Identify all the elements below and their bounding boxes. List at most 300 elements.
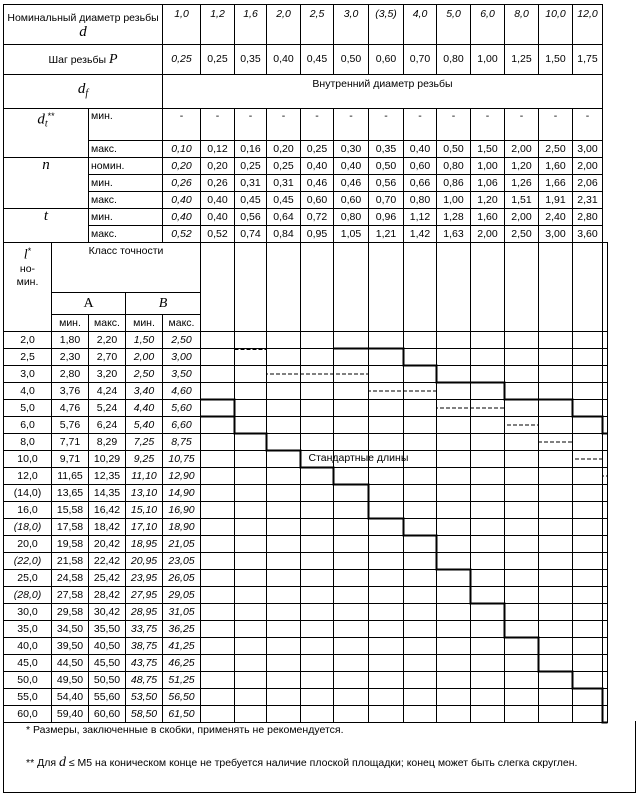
length-grid-cell: [573, 689, 603, 706]
length-grid-cell: [539, 485, 573, 502]
nom-line2: мин.: [16, 275, 39, 288]
t-max-cell: 3,00: [539, 226, 573, 243]
footnotes: [3, 721, 636, 793]
length-grid-cell: [201, 434, 235, 451]
length-grid-cell: [404, 349, 437, 366]
length-a-min-cell: 4,76: [52, 400, 89, 417]
l-symbol: l: [23, 247, 28, 263]
length-grid-cell: [573, 468, 603, 485]
length-header: [4, 243, 52, 332]
length-a-max-cell: 18,42: [89, 519, 126, 536]
dt-max-cell: 0,20: [267, 141, 301, 158]
length-grid-cell: [334, 366, 369, 383]
length-grid-cell: [573, 332, 603, 349]
n-header: [4, 158, 89, 209]
length-b-min-cell: 2,50: [126, 366, 163, 383]
length-grid-cell: [267, 638, 301, 655]
length-b-max-cell: 5,60: [163, 400, 201, 417]
length-grid-cell: [369, 587, 404, 604]
diameter-cell: (3,5): [369, 5, 404, 45]
length-grid-cell: [369, 536, 404, 553]
length-b-min-cell: 20,95: [126, 553, 163, 570]
length-grid-cell: [301, 366, 334, 383]
length-grid-cell: [301, 400, 334, 417]
length-grid-cell: [235, 570, 267, 587]
length-grid-cell: [471, 502, 505, 519]
length-grid-cell: [603, 672, 608, 689]
length-grid-cell: [471, 655, 505, 672]
length-b-min-cell: 48,75: [126, 672, 163, 689]
t-max-cell: 1,21: [369, 226, 404, 243]
length-b-max-cell: 12,90: [163, 468, 201, 485]
length-row: [4, 502, 608, 519]
length-b-min-cell: 17,10: [126, 519, 163, 536]
diameter-cell: 2,0: [267, 5, 301, 45]
length-grid-cell: [301, 332, 334, 349]
length-b-max-cell: 36,25: [163, 621, 201, 638]
length-grid-cell: [301, 689, 334, 706]
length-grid-cell: [267, 485, 301, 502]
length-a-min-cell: 7,71: [52, 434, 89, 451]
pitch-cell: 0,80: [437, 45, 471, 75]
length-b-min-cell: 23,95: [126, 570, 163, 587]
length-row: [4, 553, 608, 570]
length-grid-cell: [201, 706, 235, 723]
length-nom-cell: 2,0: [4, 332, 52, 349]
pitch-cell: 0,50: [334, 45, 369, 75]
length-grid-cell: [573, 383, 603, 400]
length-grid-cell: [369, 621, 404, 638]
length-grid-cell: [301, 417, 334, 434]
length-grid-cell: [539, 672, 573, 689]
length-a-max-cell: 25,42: [89, 570, 126, 587]
pitch-cell: 0,60: [369, 45, 404, 75]
length-a-max-cell: 5,24: [89, 400, 126, 417]
length-grid-cell: [539, 434, 573, 451]
length-grid-cell: [471, 689, 505, 706]
length-a-max-cell: 10,29: [89, 451, 126, 468]
length-grid-cell: [603, 689, 608, 706]
pitch-cell: 1,25: [505, 45, 539, 75]
dt-min-cell: -: [201, 109, 235, 141]
length-grid-cell: [603, 587, 608, 604]
length-grid-cell: [437, 332, 471, 349]
length-row: [4, 468, 608, 485]
length-grid-cell: [471, 604, 505, 621]
d-symbol: d: [79, 23, 87, 40]
dt-max-cell: 0,50: [437, 141, 471, 158]
length-grid-cell: [404, 502, 437, 519]
length-b-min-cell: 38,75: [126, 638, 163, 655]
length-a-min-cell: 29,58: [52, 604, 89, 621]
length-grid-cell: [471, 553, 505, 570]
length-grid-cell: [471, 672, 505, 689]
length-grid-cell: [437, 383, 471, 400]
length-grid-cell: [505, 468, 539, 485]
length-grid-cell: [437, 638, 471, 655]
length-b-min-cell: 13,10: [126, 485, 163, 502]
length-grid-cell: [603, 604, 608, 621]
length-grid-cell: [404, 689, 437, 706]
length-b-min-cell: 9,25: [126, 451, 163, 468]
pitch-cell: 0,25: [163, 45, 201, 75]
length-b-max-cell: 3,00: [163, 349, 201, 366]
n-max-cell: 2,31: [573, 192, 603, 209]
pitch-cell: 1,75: [573, 45, 603, 75]
df-subscript: f: [85, 88, 89, 100]
length-a-min-cell: 1,80: [52, 332, 89, 349]
length-grid-cell: [573, 536, 603, 553]
length-row: [4, 672, 608, 689]
grid-header-cell: [334, 243, 369, 332]
length-grid-cell: [505, 383, 539, 400]
length-grid-cell: [573, 434, 603, 451]
n-max-cell: 0,45: [235, 192, 267, 209]
length-b-max-cell: 16,90: [163, 502, 201, 519]
length-grid-cell: [267, 349, 301, 366]
length-grid-cell: [334, 587, 369, 604]
t-symbol: t: [43, 208, 49, 224]
length-grid-cell: [437, 655, 471, 672]
length-grid-cell: [404, 383, 437, 400]
length-grid-cell: [267, 672, 301, 689]
length-a-min-cell: 54,40: [52, 689, 89, 706]
length-a-min-cell: 21,58: [52, 553, 89, 570]
diameter-cell: 8,0: [505, 5, 539, 45]
t-min-cell: 1,12: [404, 209, 437, 226]
length-grid-cell: [301, 349, 334, 366]
length-grid-cell: [404, 570, 437, 587]
length-grid-cell: [573, 502, 603, 519]
length-grid-cell: [235, 349, 267, 366]
length-grid-cell: [471, 638, 505, 655]
length-grid-cell: [603, 468, 608, 485]
length-grid-cell: [334, 638, 369, 655]
n-max-cell: 0,40: [163, 192, 201, 209]
length-grid-cell: [235, 451, 267, 468]
length-grid-cell: [334, 570, 369, 587]
length-a-min-cell: 17,58: [52, 519, 89, 536]
class-a-symbol: A: [83, 295, 94, 311]
length-row: [4, 638, 608, 655]
length-grid-cell: [505, 485, 539, 502]
length-grid-cell: [201, 638, 235, 655]
length-grid-cell: [201, 502, 235, 519]
n-symbol: n: [42, 157, 50, 173]
length-grid-cell: [573, 349, 603, 366]
length-grid-cell: [201, 332, 235, 349]
length-grid-cell: [369, 570, 404, 587]
t-min-cell: 2,00: [505, 209, 539, 226]
length-grid-cell: [539, 570, 573, 587]
length-grid-cell: [267, 519, 301, 536]
t-min-cell: 0,56: [235, 209, 267, 226]
n-min-cell: 2,06: [573, 175, 603, 192]
n-nom-cell: 0,60: [404, 158, 437, 175]
length-grid-cell: [369, 468, 404, 485]
length-grid-cell: [301, 655, 334, 672]
length-grid-cell: [505, 400, 539, 417]
length-a-min-cell: 49,50: [52, 672, 89, 689]
grid-header-cell: [573, 243, 603, 332]
grid-header-cell: [301, 243, 334, 332]
length-grid-cell: [235, 604, 267, 621]
length-a-min-cell: 9,71: [52, 451, 89, 468]
length-grid-cell: [301, 434, 334, 451]
length-grid-cell: [235, 434, 267, 451]
length-grid-cell: [404, 553, 437, 570]
length-grid-cell: [573, 519, 603, 536]
length-grid-cell: [603, 502, 608, 519]
length-row: [4, 366, 608, 383]
grid-header-cell: [201, 243, 235, 332]
a-min-label: мин.: [52, 315, 89, 332]
length-grid-cell: [437, 485, 471, 502]
length-grid-cell: [471, 434, 505, 451]
length-b-min-cell: 28,95: [126, 604, 163, 621]
nom-line1: но-: [19, 262, 36, 275]
length-grid-cell: [334, 468, 369, 485]
length-a-max-cell: 30,42: [89, 604, 126, 621]
length-grid-cell: [437, 689, 471, 706]
n-nom-cell: 0,25: [267, 158, 301, 175]
length-grid-cell: [539, 689, 573, 706]
length-grid-cell: [505, 638, 539, 655]
length-row: [4, 536, 608, 553]
grid-header-cell: [505, 243, 539, 332]
length-nom-cell: 4,0: [4, 383, 52, 400]
n-max-cell: 1,20: [471, 192, 505, 209]
length-grid-cell: [334, 689, 369, 706]
length-grid-cell: [471, 383, 505, 400]
length-grid-cell: [505, 417, 539, 434]
df-header: [4, 75, 163, 109]
length-grid-cell: [603, 417, 608, 434]
length-grid-cell: [573, 587, 603, 604]
dt-min-cell: -: [163, 109, 201, 141]
length-b-min-cell: 53,50: [126, 689, 163, 706]
footnote-2-d-symbol: d: [58, 755, 66, 770]
length-grid-cell: [603, 485, 608, 502]
n-nom-cell: 0,40: [334, 158, 369, 175]
length-grid-cell: [235, 638, 267, 655]
t-min-cell: 2,40: [539, 209, 573, 226]
length-nom-cell: 60,0: [4, 706, 52, 723]
length-grid-cell: [369, 655, 404, 672]
grid-header-cell: [471, 243, 505, 332]
length-nom-cell: 3,0: [4, 366, 52, 383]
length-grid-cell: [404, 706, 437, 723]
length-grid-cell: [369, 434, 404, 451]
length-grid-cell: [505, 604, 539, 621]
length-b-min-cell: 5,40: [126, 417, 163, 434]
diameter-cell: 1,2: [201, 5, 235, 45]
length-grid-cell: [369, 400, 404, 417]
length-grid-cell: [334, 604, 369, 621]
length-grid-cell: [437, 417, 471, 434]
n-nom-cell: 2,00: [573, 158, 603, 175]
length-b-max-cell: 10,75: [163, 451, 201, 468]
n-min-cell: 0,31: [235, 175, 267, 192]
length-grid-cell: [471, 621, 505, 638]
pitch-header: [4, 45, 163, 75]
length-grid-cell: [201, 587, 235, 604]
grid-header-cell: [267, 243, 301, 332]
length-grid-cell: [201, 604, 235, 621]
length-grid-cell: [201, 689, 235, 706]
t-min-cell: 0,64: [267, 209, 301, 226]
length-grid-cell: [369, 366, 404, 383]
length-grid-cell: [603, 383, 608, 400]
length-grid-cell: [603, 366, 608, 383]
length-a-max-cell: 40,50: [89, 638, 126, 655]
length-grid-cell: [267, 587, 301, 604]
length-grid-cell: [539, 451, 573, 468]
length-grid-cell: [603, 332, 608, 349]
length-grid-cell: [404, 485, 437, 502]
dt-max-cell: 2,50: [539, 141, 573, 158]
length-grid-cell: [471, 519, 505, 536]
length-a-min-cell: 39,50: [52, 638, 89, 655]
diameter-cell: 4,0: [404, 5, 437, 45]
t-max-cell: 0,74: [235, 226, 267, 243]
t-min-cell: 0,40: [163, 209, 201, 226]
length-grid-cell: [369, 553, 404, 570]
length-grid-cell: [301, 706, 334, 723]
length-a-max-cell: 20,42: [89, 536, 126, 553]
length-grid-cell: [301, 604, 334, 621]
length-grid-cell: [301, 383, 334, 400]
length-grid-cell: [573, 400, 603, 417]
length-a-min-cell: 13,65: [52, 485, 89, 502]
length-row: [4, 349, 608, 366]
length-grid-cell: [334, 485, 369, 502]
nominal-diameter-label: Номинальный диаметр резьбы: [7, 11, 159, 24]
length-grid-cell: [235, 536, 267, 553]
length-grid-cell: [404, 604, 437, 621]
length-row: [4, 383, 608, 400]
diameter-cell: 1,6: [235, 5, 267, 45]
dt-min-cell: -: [301, 109, 334, 141]
length-grid-cell: [301, 621, 334, 638]
t-max-cell: 0,52: [163, 226, 201, 243]
length-grid-cell: [505, 451, 539, 468]
length-grid-cell: [437, 519, 471, 536]
grid-header-cell: [404, 243, 437, 332]
length-grid-cell: [573, 706, 603, 723]
length-grid-cell: [471, 451, 505, 468]
length-a-min-cell: 24,58: [52, 570, 89, 587]
n-nom-cell: 0,25: [235, 158, 267, 175]
dt-min-cell: -: [437, 109, 471, 141]
length-b-max-cell: 8,75: [163, 434, 201, 451]
length-a-max-cell: 12,35: [89, 468, 126, 485]
length-grid-cell: [505, 349, 539, 366]
diameter-cell: 2,5: [301, 5, 334, 45]
length-grid-cell: [437, 570, 471, 587]
length-grid-cell: [235, 502, 267, 519]
length-a-max-cell: 2,70: [89, 349, 126, 366]
length-grid-cell: [573, 672, 603, 689]
length-grid-cell: [201, 621, 235, 638]
t-min-label: мин.: [89, 209, 163, 226]
grid-header-cell: [235, 243, 267, 332]
length-row: [4, 689, 608, 706]
pitch-cell: 1,00: [471, 45, 505, 75]
length-grid-cell: [267, 706, 301, 723]
length-row: [4, 604, 608, 621]
dt-max-cell: 0,10: [163, 141, 201, 158]
length-b-max-cell: 21,05: [163, 536, 201, 553]
n-min-cell: 0,86: [437, 175, 471, 192]
length-grid-cell: [437, 366, 471, 383]
length-row: [4, 417, 608, 434]
length-row: [4, 332, 608, 349]
length-a-min-cell: 2,80: [52, 366, 89, 383]
length-grid-cell: [471, 349, 505, 366]
length-grid-cell: [267, 604, 301, 621]
n-nom-cell: 1,20: [505, 158, 539, 175]
length-row: [4, 587, 608, 604]
length-b-max-cell: 41,25: [163, 638, 201, 655]
length-row: [4, 706, 608, 723]
n-min-cell: 0,46: [334, 175, 369, 192]
t-min-cell: 0,72: [301, 209, 334, 226]
dt-max-cell: 2,00: [505, 141, 539, 158]
length-grid-cell: [505, 689, 539, 706]
dt-subscript: t: [44, 118, 48, 130]
length-a-min-cell: 15,58: [52, 502, 89, 519]
length-b-max-cell: 31,05: [163, 604, 201, 621]
dt-max-cell: 1,50: [471, 141, 505, 158]
length-grid-cell: [267, 621, 301, 638]
t-max-cell: 0,52: [201, 226, 235, 243]
n-nom-cell: 0,20: [201, 158, 235, 175]
length-grid-cell: [301, 485, 334, 502]
length-a-max-cell: 6,24: [89, 417, 126, 434]
length-grid-cell: [471, 400, 505, 417]
length-grid-cell: [369, 689, 404, 706]
length-grid-cell: [201, 519, 235, 536]
length-b-min-cell: 43,75: [126, 655, 163, 672]
length-a-max-cell: 60,60: [89, 706, 126, 723]
pitch-cell: 0,35: [235, 45, 267, 75]
length-grid-cell: [437, 604, 471, 621]
p-symbol: P: [108, 51, 118, 67]
n-nom-cell: 0,20: [163, 158, 201, 175]
length-grid-cell: [334, 417, 369, 434]
n-nom-label: номин.: [89, 158, 163, 175]
t-min-cell: 2,80: [573, 209, 603, 226]
n-nom-cell: 0,80: [437, 158, 471, 175]
length-grid-cell: [437, 553, 471, 570]
length-b-max-cell: 6,60: [163, 417, 201, 434]
length-a-min-cell: 2,30: [52, 349, 89, 366]
t-max-cell: 1,05: [334, 226, 369, 243]
thread-spec-table: [3, 4, 608, 723]
length-row: [4, 655, 608, 672]
footnote-2-text: М5 на коническом конце не требуется наличие плоской площадки; конец может быть слегка скруглен.: [77, 757, 578, 769]
length-grid-cell: [334, 706, 369, 723]
length-grid-cell: [539, 332, 573, 349]
length-grid-cell: [404, 621, 437, 638]
dt-min-cell: -: [573, 109, 603, 141]
length-b-max-cell: 4,60: [163, 383, 201, 400]
length-b-max-cell: 51,25: [163, 672, 201, 689]
length-b-max-cell: 2,50: [163, 332, 201, 349]
length-row: [4, 400, 608, 417]
b-max-label: макс.: [163, 315, 201, 332]
